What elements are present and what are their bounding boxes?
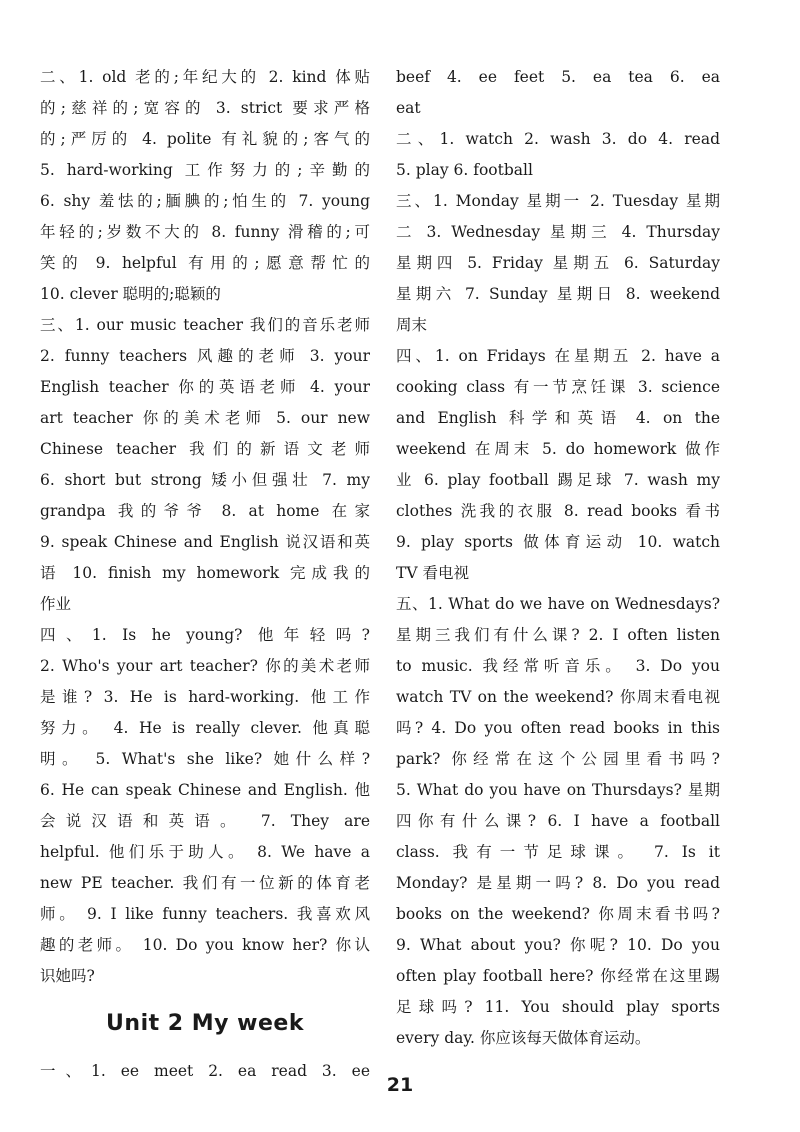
answer-line: 师。 9. I like funny teachers. 我喜欢风 (40, 905, 370, 923)
answer-line: 四、1. on Fridays 在星期五 2. have a (396, 347, 720, 365)
answer-line: 会说汉语和英语。 7. They are (40, 812, 370, 830)
answer-line: 三、1. our music teacher 我们的音乐老师 (40, 316, 370, 334)
answer-line: every day. 你应该每天做体育运动。 (396, 1029, 651, 1047)
answer-line: new PE teacher. 我们有一位新的体育老 (40, 874, 370, 892)
answer-line: to music. 我经常听音乐。 3. Do you (396, 657, 720, 675)
answer-line: 5. What do you have on Thursdays? 星期 (396, 781, 720, 799)
left-column (40, 62, 370, 1087)
answer-line: 的;慈祥的;宽容的 3. strict 要求严格 (40, 99, 370, 117)
answer-line: weekend 在周末 5. do homework 做作 (396, 440, 720, 458)
answer-line: 明。 5. What's she like? 她什么样? (40, 750, 370, 768)
answer-line: class. 我有一节足球课。 7. Is it (396, 843, 720, 861)
answer-line: watch TV on the weekend? 你周末看电视 (396, 688, 720, 706)
answer-line: 努力。 4. He is really clever. 他真聪 (40, 719, 370, 737)
answer-line: cooking class 有一节烹饪课 3. science (396, 378, 720, 396)
answer-line: 四、1. Is he young? 他年轻吗? (40, 626, 370, 644)
answer-line: 星期三我们有什么课? 2. I often listen (396, 626, 720, 644)
answer-line: 四你有什么课? 6. I have a football (396, 812, 720, 830)
answer-line: 的;严厉的 4. polite 有礼貌的;客气的 (40, 130, 370, 148)
answer-line: 6. short but strong 矮小但强壮 7. my (40, 471, 370, 489)
answer-line: clothes 洗我的衣服 8. read books 看书 (396, 502, 720, 520)
answer-line: 10. clever 聪明的;聪颖的 (40, 285, 221, 303)
unit-heading: Unit 2 My week (106, 1011, 304, 1036)
answer-line: 二 3. Wednesday 星期三 4. Thursday (396, 223, 720, 241)
answer-line: 周末 (396, 316, 428, 334)
answer-line: 五、1. What do we have on Wednesdays? (396, 595, 720, 613)
page-number: 21 (386, 1074, 414, 1096)
answer-line: often play football here? 你经常在这里踢 (396, 967, 720, 985)
answer-line: 吗? 4. Do you often read books in this (396, 719, 720, 737)
answer-line: 2. Who's your art teacher? 你的美术老师 (40, 657, 370, 675)
answer-line: 三、1. Monday 星期一 2. Tuesday 星期 (396, 192, 720, 210)
answer-line: 年轻的;岁数不大的 8. funny 滑稽的;可 (40, 223, 370, 241)
right-column (396, 62, 720, 1054)
answer-line: 二、1. watch 2. wash 3. do 4. read (396, 130, 720, 148)
answer-line: helpful. 他们乐于助人。 8. We have a (40, 843, 370, 861)
answer-line: Chinese teacher 我们的新语文老师 (40, 440, 370, 458)
answer-line: 是谁? 3. He is hard-working. 他工作 (40, 688, 370, 706)
answer-line: Monday? 是星期一吗? 8. Do you read (396, 874, 720, 892)
answer-line: TV 看电视 (396, 564, 469, 582)
answer-line: art teacher 你的美术老师 5. our new (40, 409, 370, 427)
answer-line: park? 你经常在这个公园里看书吗? (396, 750, 720, 768)
answer-line: 语 10. finish my homework 完成我的 (40, 564, 370, 582)
answer-line: 足球吗? 11. You should play sports (396, 998, 720, 1016)
answer-line: 识她吗? (40, 967, 95, 985)
answer-line: 二、1. old 老的;年纪大的 2. kind 体贴 (40, 68, 370, 86)
answer-line: beef 4. ee feet 5. ea tea 6. ea (396, 68, 720, 86)
answer-line: 一、1. ee meet 2. ea read 3. ee (40, 1062, 370, 1080)
answer-line: eat (396, 99, 421, 117)
answer-line: 6. He can speak Chinese and English. 他 (40, 781, 370, 799)
answer-line: 笑的 9. helpful 有用的;愿意帮忙的 (40, 254, 370, 272)
answer-line: 星期六 7. Sunday 星期日 8. weekend (396, 285, 720, 303)
answer-line: 业 6. play football 踢足球 7. wash my (396, 471, 720, 489)
answer-line: books on the weekend? 你周末看书吗? (396, 905, 720, 923)
answer-line: 趣的老师。 10. Do you know her? 你认 (40, 936, 370, 954)
answer-line: 2. funny teachers 风趣的老师 3. your (40, 347, 370, 365)
answer-line: 5. hard-working 工作努力的;辛勤的 (40, 161, 370, 179)
answer-line: grandpa 我的爷爷 8. at home 在家 (40, 502, 370, 520)
answer-line: 9. What about you? 你呢? 10. Do you (396, 936, 720, 954)
answer-line: English teacher 你的英语老师 4. your (40, 378, 370, 396)
answer-line: and English 科学和英语 4. on the (396, 409, 720, 427)
answer-line: 5. play 6. football (396, 161, 533, 179)
answer-line: 9. play sports 做体育运动 10. watch (396, 533, 720, 551)
answer-line: 6. shy 羞怯的;腼腆的;怕生的 7. young (40, 192, 370, 210)
answer-line: 星期四 5. Friday 星期五 6. Saturday (396, 254, 720, 272)
answer-line: 9. speak Chinese and English 说汉语和英 (40, 533, 370, 551)
answer-line: 作业 (40, 595, 72, 613)
